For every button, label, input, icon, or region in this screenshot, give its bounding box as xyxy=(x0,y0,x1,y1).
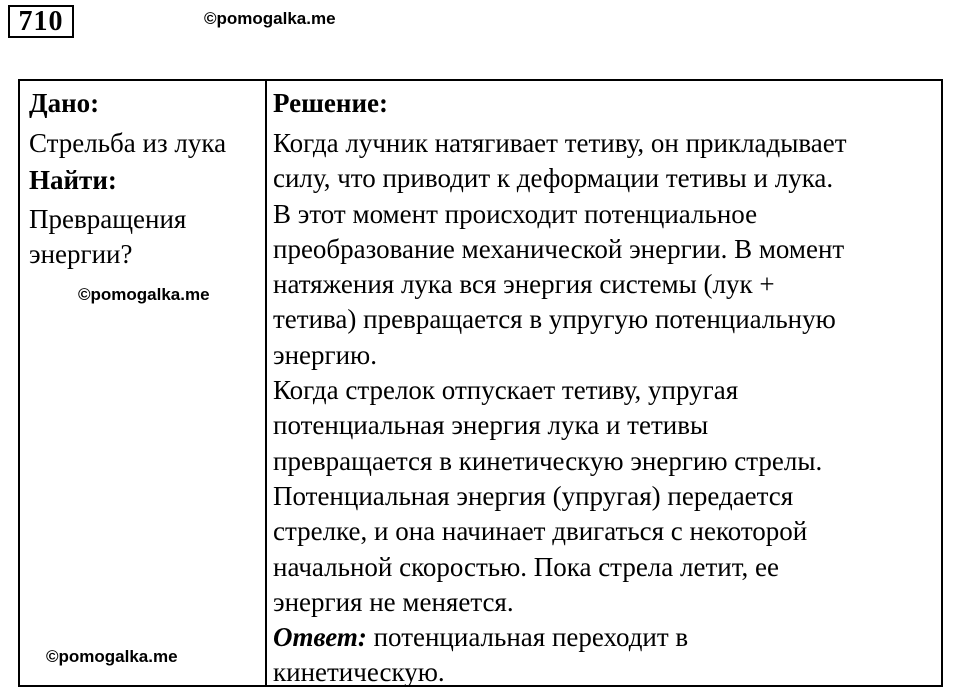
column-divider xyxy=(265,81,267,685)
watermark-middle: ©pomogalka.me xyxy=(78,285,210,304)
watermark-top: ©pomogalka.me xyxy=(204,9,336,28)
solution-line: стрелке, и она начинает двигаться с некоторой xyxy=(273,516,808,547)
given-text: Стрельба из лука xyxy=(29,128,227,158)
solution-line: тетива) превращается в упругую потенциальную xyxy=(273,304,836,335)
answer-text: потенциальная переходит в xyxy=(373,622,689,653)
solution-line: силу, что приводит к деформации тетивы и лука. xyxy=(273,163,834,194)
solution-line: превращается в кинетическую энергию стрелы. xyxy=(273,445,823,476)
solution-header: Решение: xyxy=(273,88,388,118)
answer-line xyxy=(273,620,938,655)
answer-label: Ответ: xyxy=(273,622,367,653)
solution-line: Когда стрелок отпускает тетиву, упругая xyxy=(273,375,739,406)
watermark-bottom: ©pomogalka.me xyxy=(46,647,178,666)
solution-line: В этот момент происходит потенциальное xyxy=(273,198,758,229)
answer-line: кинетическую. xyxy=(273,657,445,688)
task-number: 710 xyxy=(8,5,74,38)
solution-line: Когда лучник натягивает тетиву, он прикладывает xyxy=(273,128,847,158)
given-header: Дано: xyxy=(29,88,100,118)
solution-line: Потенциальная энергия (упругая) передается xyxy=(273,480,794,511)
solution-column xyxy=(273,81,938,691)
solution-line: преобразование механической энергии. В момент xyxy=(273,233,845,264)
find-header: Найти: xyxy=(29,165,117,195)
solution-line: энергию. xyxy=(273,339,377,370)
solution-line: потенциальная энергия лука и тетивы xyxy=(273,410,709,441)
find-line: энергии? xyxy=(29,239,133,269)
find-line: Превращения xyxy=(29,204,187,234)
solution-line: начальной скоростью. Пока стрела летит, ее xyxy=(273,551,779,582)
solution-line: энергия не меняется. xyxy=(273,586,514,617)
solution-table xyxy=(18,79,943,687)
given-column xyxy=(29,81,261,272)
solution-line: натяжения лука вся энергия системы (лук + xyxy=(273,269,775,300)
